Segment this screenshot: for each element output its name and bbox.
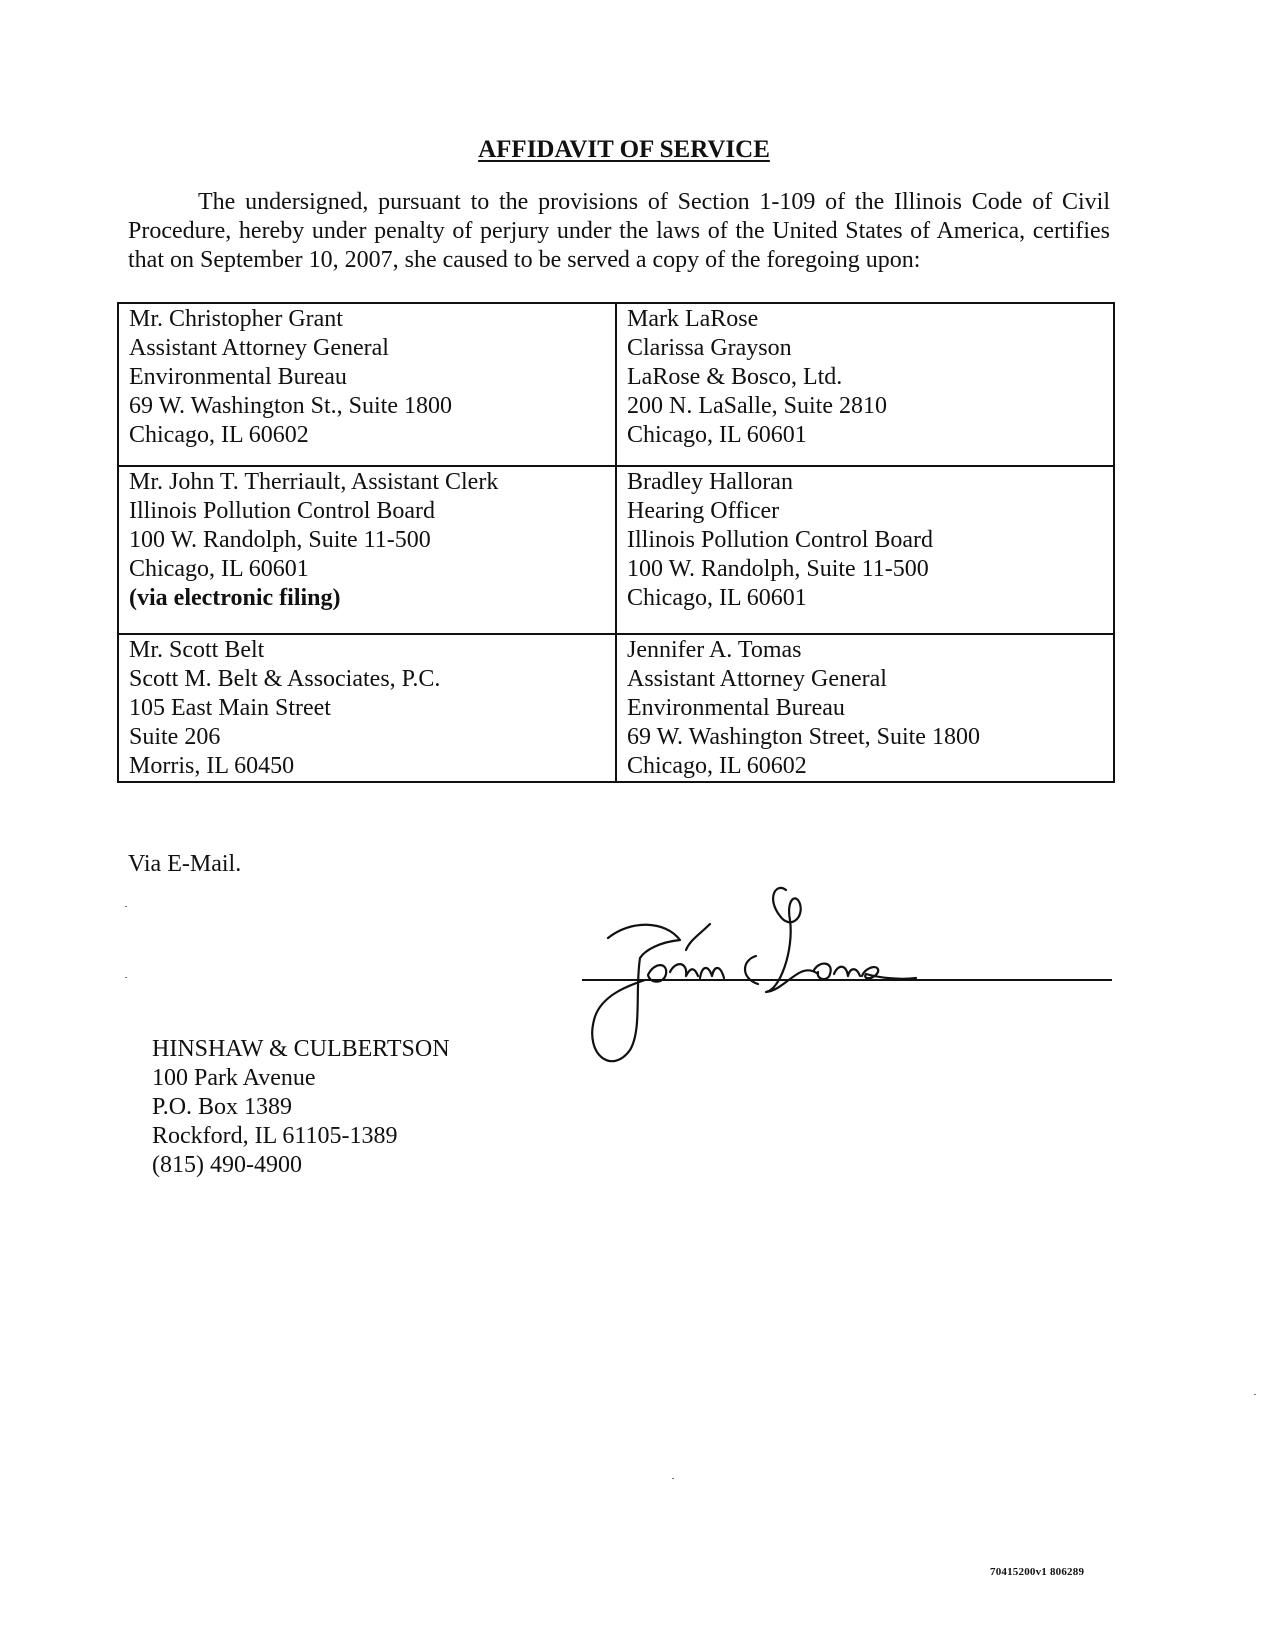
scan-speck: [672, 1478, 674, 1479]
recipient-line: Morris, IL 60450: [129, 753, 295, 779]
firm-block: [152, 1035, 450, 1180]
recipient-line: Assistant Attorney General: [627, 666, 887, 692]
recipient-cell: [616, 634, 1114, 782]
recipient-cell: [118, 303, 616, 466]
recipient-line: Scott M. Belt & Associates, P.C.: [129, 666, 441, 692]
recipient-name: Bradley Halloran: [627, 469, 793, 495]
recipient-line: Chicago, IL 60602: [129, 422, 309, 448]
table-row: [118, 466, 1114, 634]
recipient-line: Environmental Bureau: [627, 695, 845, 721]
scan-speck: [125, 906, 127, 907]
delivery-note: (via electronic filing): [129, 585, 341, 611]
recipient-line: Chicago, IL 60602: [627, 753, 807, 779]
firm-address-line: 100 Park Avenue: [152, 1065, 316, 1091]
scan-speck: [125, 977, 127, 978]
recipient-line: Clarissa Grayson: [627, 335, 792, 361]
recipient-line: 100 W. Randolph, Suite 11-500: [627, 556, 929, 582]
recipient-line: 69 W. Washington St., Suite 1800: [129, 393, 452, 419]
recipient-line: 100 W. Randolph, Suite 11-500: [129, 527, 431, 553]
recipient-line: Environmental Bureau: [129, 364, 347, 390]
recipient-line: Hearing Officer: [627, 498, 780, 524]
intro-paragraph: The undersigned, pursuant to the provisions of Section 1-109 of the Illinois Code of Civil Procedure, hereby under penalty of perjury under the laws of the United States of America, certifies that on September 10, 2007, she caused to be served a copy of the foregoing upon:: [128, 189, 1110, 273]
recipient-line: Chicago, IL 60601: [627, 422, 807, 448]
document-id: 70415200v1 806289: [990, 1566, 1085, 1578]
firm-address-line: P.O. Box 1389: [152, 1094, 293, 1120]
firm-address-line: Rockford, IL 61105-1389: [152, 1123, 398, 1149]
recipient-name: Mark LaRose: [627, 306, 759, 332]
signature: [590, 880, 930, 1070]
recipient-cell: [616, 303, 1114, 466]
firm-phone: (815) 490-4900: [152, 1152, 302, 1178]
recipient-line: Assistant Attorney General: [129, 335, 389, 361]
recipient-name: Mr. John T. Therriault, Assistant Clerk: [129, 469, 499, 495]
recipient-line: 69 W. Washington Street, Suite 1800: [627, 724, 980, 750]
table-row: [118, 303, 1114, 466]
recipient-name: Jennifer A. Tomas: [627, 637, 802, 663]
recipient-line: 105 East Main Street: [129, 695, 331, 721]
recipient-line: Chicago, IL 60601: [129, 556, 309, 582]
document-title: AFFIDAVIT OF SERVICE: [478, 136, 770, 163]
service-list-table: [117, 302, 1115, 783]
recipient-line: Illinois Pollution Control Board: [129, 498, 436, 524]
firm-name: HINSHAW & CULBERTSON: [152, 1036, 450, 1062]
delivery-method: Via E-Mail.: [128, 851, 242, 877]
recipient-cell: [118, 466, 616, 634]
recipient-cell: [118, 634, 616, 782]
recipient-line: Chicago, IL 60601: [627, 585, 807, 611]
recipient-line: 200 N. LaSalle, Suite 2810: [627, 393, 887, 419]
recipient-line: LaRose & Bosco, Ltd.: [627, 364, 843, 390]
recipient-name: Mr. Scott Belt: [129, 637, 265, 663]
table-row: [118, 634, 1114, 782]
scan-speck: [1254, 1394, 1256, 1395]
recipient-line: Illinois Pollution Control Board: [627, 527, 934, 553]
recipient-cell: [616, 466, 1114, 634]
recipient-line: Suite 206: [129, 724, 221, 750]
recipient-name: Mr. Christopher Grant: [129, 306, 343, 332]
